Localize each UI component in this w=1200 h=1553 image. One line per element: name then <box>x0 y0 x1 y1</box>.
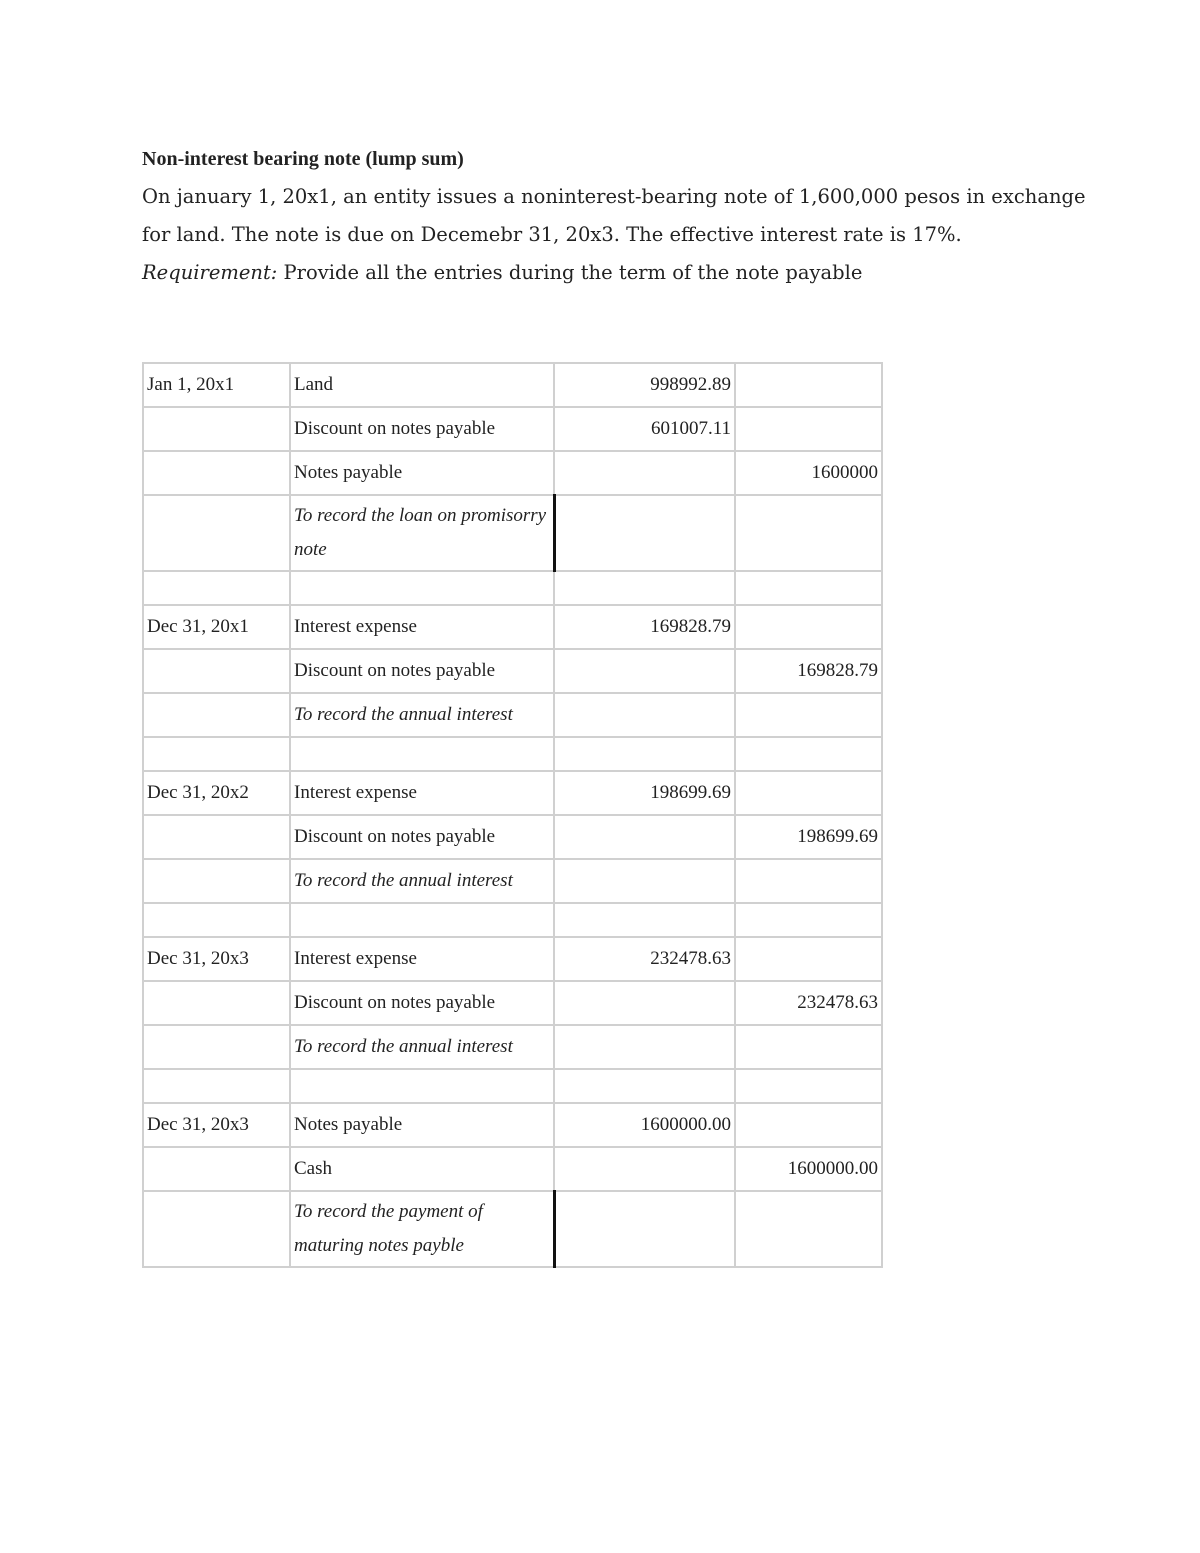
credit-amount <box>735 737 882 771</box>
table-row <box>143 815 882 859</box>
debit-amount <box>554 1191 735 1267</box>
debit-amount: 232478.63 <box>554 937 735 981</box>
account-name: Notes payable <box>290 451 554 495</box>
entry-date <box>143 1191 290 1267</box>
debit-amount <box>554 903 735 937</box>
account-name <box>290 737 554 771</box>
table-row <box>143 407 882 451</box>
entry-memo: To record the annual interest <box>290 859 554 903</box>
debit-amount <box>554 981 735 1025</box>
debit-amount <box>554 1147 735 1191</box>
entry-date <box>143 407 290 451</box>
credit-amount: 1600000.00 <box>735 1147 882 1191</box>
table-row <box>143 937 882 981</box>
account-name: Interest expense <box>290 771 554 815</box>
debit-amount: 601007.11 <box>554 407 735 451</box>
credit-amount <box>735 571 882 605</box>
journal-entries-table <box>142 362 883 1268</box>
entry-date: Dec 31, 20x1 <box>143 605 290 649</box>
problem-line-1: On january 1, 20x1, an entity issues a noninterest-bearing note of 1,600,000 pesos in exchange <box>142 185 1086 208</box>
table-row <box>143 1103 882 1147</box>
debit-amount <box>554 815 735 859</box>
entry-date <box>143 903 290 937</box>
entry-date: Dec 31, 20x3 <box>143 937 290 981</box>
credit-amount <box>735 363 882 407</box>
entry-memo: To record the annual interest <box>290 1025 554 1069</box>
account-name: Notes payable <box>290 1103 554 1147</box>
requirement-label: Requirement: <box>142 261 278 284</box>
credit-amount <box>735 1025 882 1069</box>
credit-amount <box>735 1103 882 1147</box>
table-row <box>143 495 882 571</box>
table-row <box>143 571 882 605</box>
debit-amount <box>554 451 735 495</box>
credit-amount <box>735 693 882 737</box>
debit-amount <box>554 1025 735 1069</box>
credit-amount: 198699.69 <box>735 815 882 859</box>
account-name <box>290 1069 554 1103</box>
credit-amount <box>735 903 882 937</box>
table-row <box>143 737 882 771</box>
table-row <box>143 649 882 693</box>
credit-amount <box>735 937 882 981</box>
credit-amount: 1600000 <box>735 451 882 495</box>
debit-amount <box>554 1069 735 1103</box>
credit-amount <box>735 605 882 649</box>
account-name <box>290 903 554 937</box>
credit-amount <box>735 771 882 815</box>
entry-memo: To record the payment of maturing notes payble <box>290 1191 554 1267</box>
entry-date <box>143 571 290 605</box>
account-name: Land <box>290 363 554 407</box>
account-name: Discount on notes payable <box>290 407 554 451</box>
entry-date: Dec 31, 20x2 <box>143 771 290 815</box>
account-name: Discount on notes payable <box>290 981 554 1025</box>
entry-date <box>143 649 290 693</box>
entry-date <box>143 1069 290 1103</box>
debit-amount <box>554 693 735 737</box>
entry-date <box>143 815 290 859</box>
table-row <box>143 771 882 815</box>
problem-line-2: for land. The note is due on Decemebr 31, 20x3. The effective interest rate is 17%. <box>142 223 962 246</box>
debit-amount: 1600000.00 <box>554 1103 735 1147</box>
credit-amount <box>735 407 882 451</box>
table-row <box>143 363 882 407</box>
table-row <box>143 1069 882 1103</box>
credit-amount <box>735 495 882 571</box>
debit-amount <box>554 649 735 693</box>
entry-date <box>143 981 290 1025</box>
account-name: Discount on notes payable <box>290 815 554 859</box>
entry-date <box>143 1147 290 1191</box>
entry-date <box>143 693 290 737</box>
entry-date <box>143 495 290 571</box>
requirement-text: Provide all the entries during the term of the note payable <box>277 261 863 284</box>
document-title: Non-interest bearing note (lump sum) <box>142 148 464 170</box>
table-row <box>143 1147 882 1191</box>
debit-amount <box>554 737 735 771</box>
debit-amount <box>554 859 735 903</box>
credit-amount: 169828.79 <box>735 649 882 693</box>
credit-amount: 232478.63 <box>735 981 882 1025</box>
table-row <box>143 451 882 495</box>
entry-date <box>143 451 290 495</box>
credit-amount <box>735 1069 882 1103</box>
table-row <box>143 981 882 1025</box>
entry-date <box>143 1025 290 1069</box>
account-name: Interest expense <box>290 605 554 649</box>
debit-amount: 169828.79 <box>554 605 735 649</box>
debit-amount: 998992.89 <box>554 363 735 407</box>
table-row <box>143 1025 882 1069</box>
credit-amount <box>735 1191 882 1267</box>
table-row <box>143 903 882 937</box>
table-row <box>143 693 882 737</box>
entry-memo: To record the annual interest <box>290 693 554 737</box>
entry-date <box>143 737 290 771</box>
table-row <box>143 859 882 903</box>
account-name <box>290 571 554 605</box>
debit-amount <box>554 571 735 605</box>
problem-statement <box>142 140 1102 292</box>
credit-amount <box>735 859 882 903</box>
account-name: Cash <box>290 1147 554 1191</box>
table-row <box>143 605 882 649</box>
entry-date: Jan 1, 20x1 <box>143 363 290 407</box>
requirement-line <box>142 254 1102 292</box>
account-name: Discount on notes payable <box>290 649 554 693</box>
account-name: Interest expense <box>290 937 554 981</box>
entry-date: Dec 31, 20x3 <box>143 1103 290 1147</box>
debit-amount <box>554 495 735 571</box>
entry-memo: To record the loan on promisorry note <box>290 495 554 571</box>
table-row <box>143 1191 882 1267</box>
entry-date <box>143 859 290 903</box>
debit-amount: 198699.69 <box>554 771 735 815</box>
